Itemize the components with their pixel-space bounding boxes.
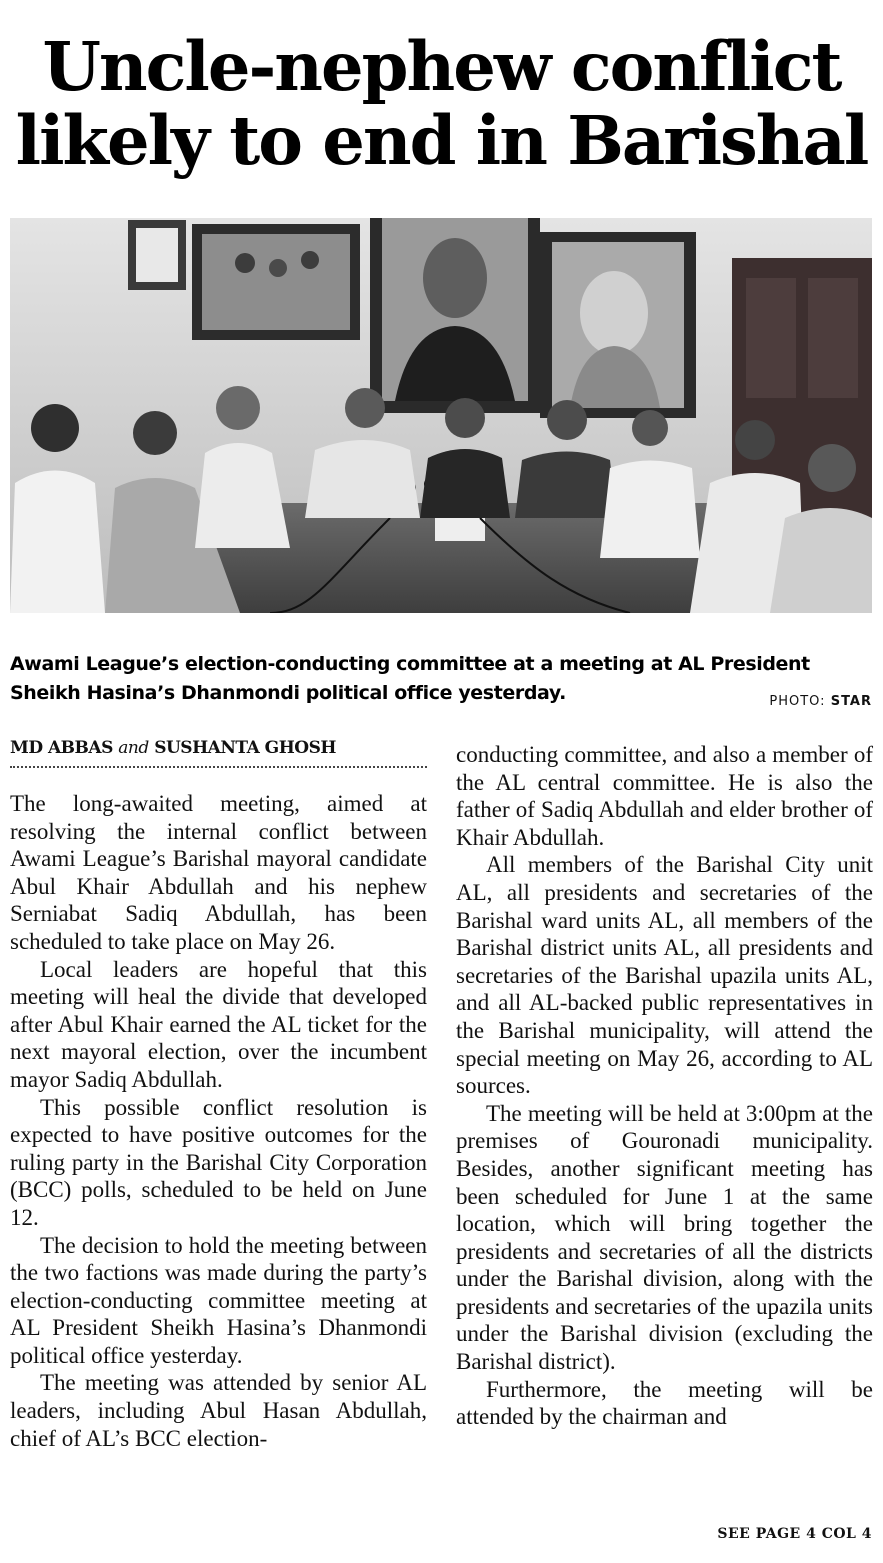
press-meeting-photo [10, 218, 872, 613]
photo-credit [769, 694, 872, 709]
headline [0, 27, 883, 180]
article-column-2 [456, 741, 873, 1431]
article-column-1 [10, 790, 427, 1452]
article-paragraph: conducting committee, and also a member of the AL central committee. He is also the father of Sadiq Abdullah and elder brother of Khair Abdullah. [456, 742, 873, 850]
headline-line-1: Uncle-nephew conflict [42, 27, 841, 106]
article-paragraph: Furthermore, the meeting will be attended by the chairman and [456, 1376, 873, 1430]
photo-credit-label: PHOTO: [769, 694, 826, 709]
photo-credit-source: STAR [830, 694, 872, 709]
article-paragraph: The meeting will be held at 3:00pm at the premises of Gouronadi municipality. Besides, another significant meeting has been scheduled for June 1 at the same location, which will bring together the presidents and secretaries of all the districts under the Barishal division, along with the presidents and secretaries of the upazila units under the Barishal division (excluding the Barishal district). [456, 1100, 873, 1375]
byline [10, 738, 427, 768]
article-paragraph: The decision to hold the meeting between the two factions was made during the party’s election-conducting committee meeting at AL President Sheikh Hasina’s Dhanmondi political office yesterday. [10, 1232, 427, 1368]
article-paragraph: Local leaders are hopeful that this meeting will heal the divide that developed after Abul Khair earned the AL ticket for the next mayoral election, over the incumbent mayor Sadiq Abdullah. [10, 956, 427, 1092]
article-paragraph: This possible conflict resolution is expected to have positive outcomes for the ruling party in the Barishal City Corporation (BCC) polls, scheduled to be held on June 12. [10, 1094, 427, 1230]
article-paragraph: All members of the Barishal City unit AL, all presidents and secretaries of the Barishal ward units AL, all members of the Barishal district units AL, all presidents and secretaries of the Barishal upazila units AL, and all AL-backed public representatives in the Barishal municipality, will attend the special meeting on May 26, according to AL sources. [456, 852, 873, 1099]
headline-line-2: likely to end in Barishal [15, 101, 868, 180]
continuation-jump-line: SEE PAGE 4 COL 4 [717, 1526, 872, 1542]
byline-author-2: SUSHANTA GHOSH [154, 738, 336, 758]
article-paragraph: The long-awaited meeting, aimed at resolving the internal conflict between Awami League’s Barishal mayoral candidate Abul Khair Abdullah and his nephew Serniabat Sadiq Abdullah, has been scheduled to take place on May 26. [10, 791, 427, 954]
byline-conjunction: and [118, 738, 149, 758]
article-paragraph: The meeting was attended by senior AL leaders, including Abul Hasan Abdullah, chief of AL’s BCC election- [10, 1370, 427, 1451]
photo-caption: Awami League’s election-conducting committee at a meeting at AL President Sheikh Hasina’s Dhanmondi political office yesterday. [10, 653, 810, 704]
byline-author-1: MD ABBAS [10, 738, 113, 758]
